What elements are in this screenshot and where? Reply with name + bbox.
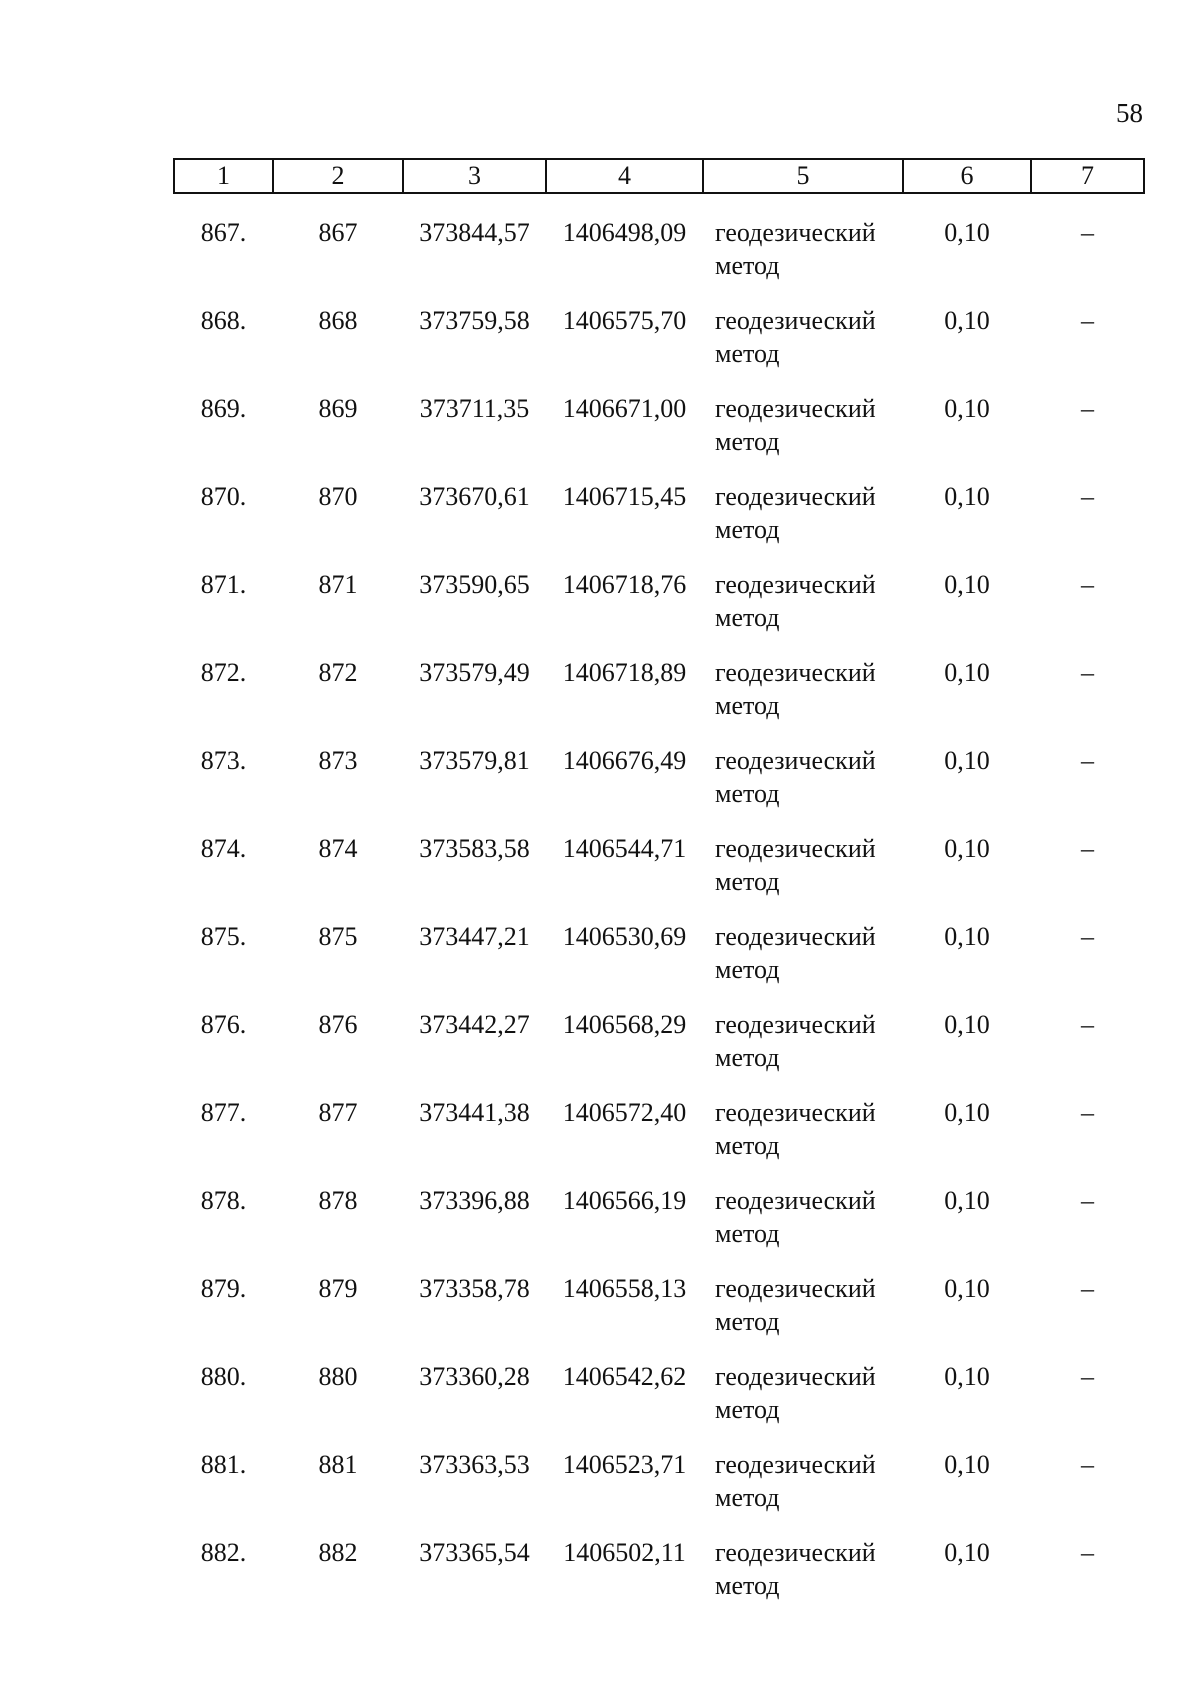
cell-point-id: 875 <box>318 922 358 951</box>
cell-accuracy: 0,10 <box>944 570 990 599</box>
table-row <box>174 656 1144 744</box>
cell-point-id: 870 <box>318 482 358 511</box>
cell-accuracy: 0,10 <box>944 394 990 423</box>
table-row <box>174 1448 1144 1536</box>
cell-point-id: 871 <box>318 570 358 599</box>
cell-note: – <box>1081 1098 1094 1127</box>
cell-method: геодезический метод <box>715 746 876 808</box>
cell-note: – <box>1081 218 1094 247</box>
cell-y-coordinate: 1406523,71 <box>562 1450 687 1479</box>
cell-row-number: 875. <box>200 922 247 951</box>
cell-method: геодезический метод <box>715 482 876 544</box>
cell-note: – <box>1081 1010 1094 1039</box>
cell-note: – <box>1081 482 1094 511</box>
cell-row-number: 871. <box>200 570 247 599</box>
table-row <box>174 1360 1144 1448</box>
cell-accuracy: 0,10 <box>944 1274 990 1303</box>
header-col-6: 6 <box>903 159 1031 193</box>
cell-y-coordinate: 1406502,11 <box>563 1538 686 1567</box>
cell-method: геодезический метод <box>715 1186 876 1248</box>
cell-accuracy: 0,10 <box>944 1362 990 1391</box>
cell-note: – <box>1081 1450 1094 1479</box>
cell-accuracy: 0,10 <box>944 1186 990 1215</box>
cell-row-number: 880. <box>200 1362 247 1391</box>
cell-x-coordinate: 373441,38 <box>419 1098 530 1127</box>
cell-x-coordinate: 373711,35 <box>419 394 530 423</box>
cell-row-number: 882. <box>200 1538 247 1567</box>
cell-accuracy: 0,10 <box>944 482 990 511</box>
table-row <box>174 1184 1144 1272</box>
cell-y-coordinate: 1406568,29 <box>562 1010 687 1039</box>
cell-row-number: 873. <box>200 746 247 775</box>
cell-y-coordinate: 1406530,69 <box>562 922 687 951</box>
cell-x-coordinate: 373759,58 <box>419 306 530 335</box>
cell-method: геодезический метод <box>715 1274 876 1336</box>
cell-method: геодезический метод <box>715 306 876 368</box>
cell-row-number: 867. <box>200 218 247 247</box>
cell-method: геодезический метод <box>715 834 876 896</box>
cell-note: – <box>1081 306 1094 335</box>
cell-row-number: 881. <box>200 1450 247 1479</box>
cell-point-id: 878 <box>318 1186 358 1215</box>
cell-x-coordinate: 373363,53 <box>419 1450 530 1479</box>
cell-accuracy: 0,10 <box>944 306 990 335</box>
cell-y-coordinate: 1406572,40 <box>562 1098 687 1127</box>
header-col-3: 3 <box>403 159 546 193</box>
table-row <box>174 480 1144 568</box>
cell-point-id: 881 <box>318 1450 358 1479</box>
cell-method: геодезический метод <box>715 658 876 720</box>
cell-method: геодезический метод <box>715 922 876 984</box>
cell-point-id: 879 <box>318 1274 358 1303</box>
cell-point-id: 869 <box>318 394 358 423</box>
table-row <box>174 193 1144 304</box>
cell-point-id: 868 <box>318 306 358 335</box>
cell-method: геодезический метод <box>715 1538 876 1600</box>
cell-note: – <box>1081 922 1094 951</box>
cell-x-coordinate: 373670,61 <box>419 482 530 511</box>
cell-row-number: 877. <box>200 1098 247 1127</box>
cell-y-coordinate: 1406566,19 <box>562 1186 687 1215</box>
table-row <box>174 304 1144 392</box>
cell-accuracy: 0,10 <box>944 922 990 951</box>
cell-accuracy: 0,10 <box>944 1010 990 1039</box>
cell-y-coordinate: 1406718,76 <box>562 570 687 599</box>
cell-point-id: 874 <box>318 834 358 863</box>
cell-y-coordinate: 1406715,45 <box>562 482 687 511</box>
table-row <box>174 832 1144 920</box>
cell-method: геодезический метод <box>715 218 876 280</box>
cell-accuracy: 0,10 <box>944 746 990 775</box>
cell-note: – <box>1081 1538 1094 1567</box>
cell-row-number: 879. <box>200 1274 247 1303</box>
cell-point-id: 872 <box>318 658 358 687</box>
cell-note: – <box>1081 570 1094 599</box>
cell-note: – <box>1081 1274 1094 1303</box>
table-body <box>174 193 1144 1624</box>
cell-note: – <box>1081 746 1094 775</box>
cell-x-coordinate: 373590,65 <box>419 570 530 599</box>
cell-method: геодезический метод <box>715 1362 876 1424</box>
coordinates-table <box>173 158 1145 1624</box>
table-row <box>174 1008 1144 1096</box>
cell-row-number: 878. <box>200 1186 247 1215</box>
cell-x-coordinate: 373583,58 <box>419 834 530 863</box>
cell-row-number: 872. <box>200 658 247 687</box>
table-row <box>174 392 1144 480</box>
table-row <box>174 744 1144 832</box>
cell-x-coordinate: 373396,88 <box>419 1186 530 1215</box>
cell-note: – <box>1081 834 1094 863</box>
header-col-4: 4 <box>546 159 703 193</box>
header-col-7: 7 <box>1031 159 1144 193</box>
cell-accuracy: 0,10 <box>944 1450 990 1479</box>
cell-y-coordinate: 1406718,89 <box>562 658 687 687</box>
cell-y-coordinate: 1406671,00 <box>562 394 687 423</box>
cell-y-coordinate: 1406676,49 <box>562 746 687 775</box>
cell-point-id: 867 <box>318 218 358 247</box>
cell-x-coordinate: 373447,21 <box>419 922 530 951</box>
cell-point-id: 880 <box>318 1362 358 1391</box>
cell-accuracy: 0,10 <box>944 1538 990 1567</box>
cell-row-number: 869. <box>200 394 247 423</box>
cell-note: – <box>1081 658 1094 687</box>
cell-accuracy: 0,10 <box>944 218 990 247</box>
cell-y-coordinate: 1406542,62 <box>562 1362 687 1391</box>
cell-method: геодезический метод <box>715 1010 876 1072</box>
cell-x-coordinate: 373579,81 <box>419 746 530 775</box>
cell-note: – <box>1081 394 1094 423</box>
table-header <box>174 159 1144 193</box>
cell-point-id: 882 <box>318 1538 358 1567</box>
cell-x-coordinate: 373365,54 <box>419 1538 530 1567</box>
table-row <box>174 1536 1144 1624</box>
table-row <box>174 1272 1144 1360</box>
cell-note: – <box>1081 1362 1094 1391</box>
cell-row-number: 874. <box>200 834 247 863</box>
cell-method: геодезический метод <box>715 394 876 456</box>
table-row <box>174 1096 1144 1184</box>
table-row <box>174 568 1144 656</box>
table-row <box>174 920 1144 1008</box>
cell-method: геодезический метод <box>715 570 876 632</box>
cell-x-coordinate: 373358,78 <box>419 1274 530 1303</box>
cell-accuracy: 0,10 <box>944 1098 990 1127</box>
header-col-2: 2 <box>273 159 403 193</box>
cell-point-id: 873 <box>318 746 358 775</box>
cell-row-number: 868. <box>200 306 247 335</box>
cell-y-coordinate: 1406544,71 <box>562 834 687 863</box>
cell-y-coordinate: 1406498,09 <box>562 218 687 247</box>
cell-x-coordinate: 373579,49 <box>419 658 530 687</box>
page-number: 58 <box>1116 98 1143 128</box>
cell-x-coordinate: 373442,27 <box>419 1010 530 1039</box>
header-col-1: 1 <box>174 159 273 193</box>
cell-x-coordinate: 373844,57 <box>419 218 530 247</box>
cell-method: геодезический метод <box>715 1098 876 1160</box>
cell-point-id: 876 <box>318 1010 358 1039</box>
cell-method: геодезический метод <box>715 1450 876 1512</box>
cell-note: – <box>1081 1186 1094 1215</box>
cell-point-id: 877 <box>318 1098 358 1127</box>
cell-y-coordinate: 1406558,13 <box>562 1274 687 1303</box>
cell-accuracy: 0,10 <box>944 658 990 687</box>
cell-row-number: 876. <box>200 1010 247 1039</box>
cell-y-coordinate: 1406575,70 <box>562 306 687 335</box>
cell-accuracy: 0,10 <box>944 834 990 863</box>
header-col-5: 5 <box>703 159 903 193</box>
cell-row-number: 870. <box>200 482 247 511</box>
cell-x-coordinate: 373360,28 <box>419 1362 530 1391</box>
header-row <box>174 159 1144 193</box>
